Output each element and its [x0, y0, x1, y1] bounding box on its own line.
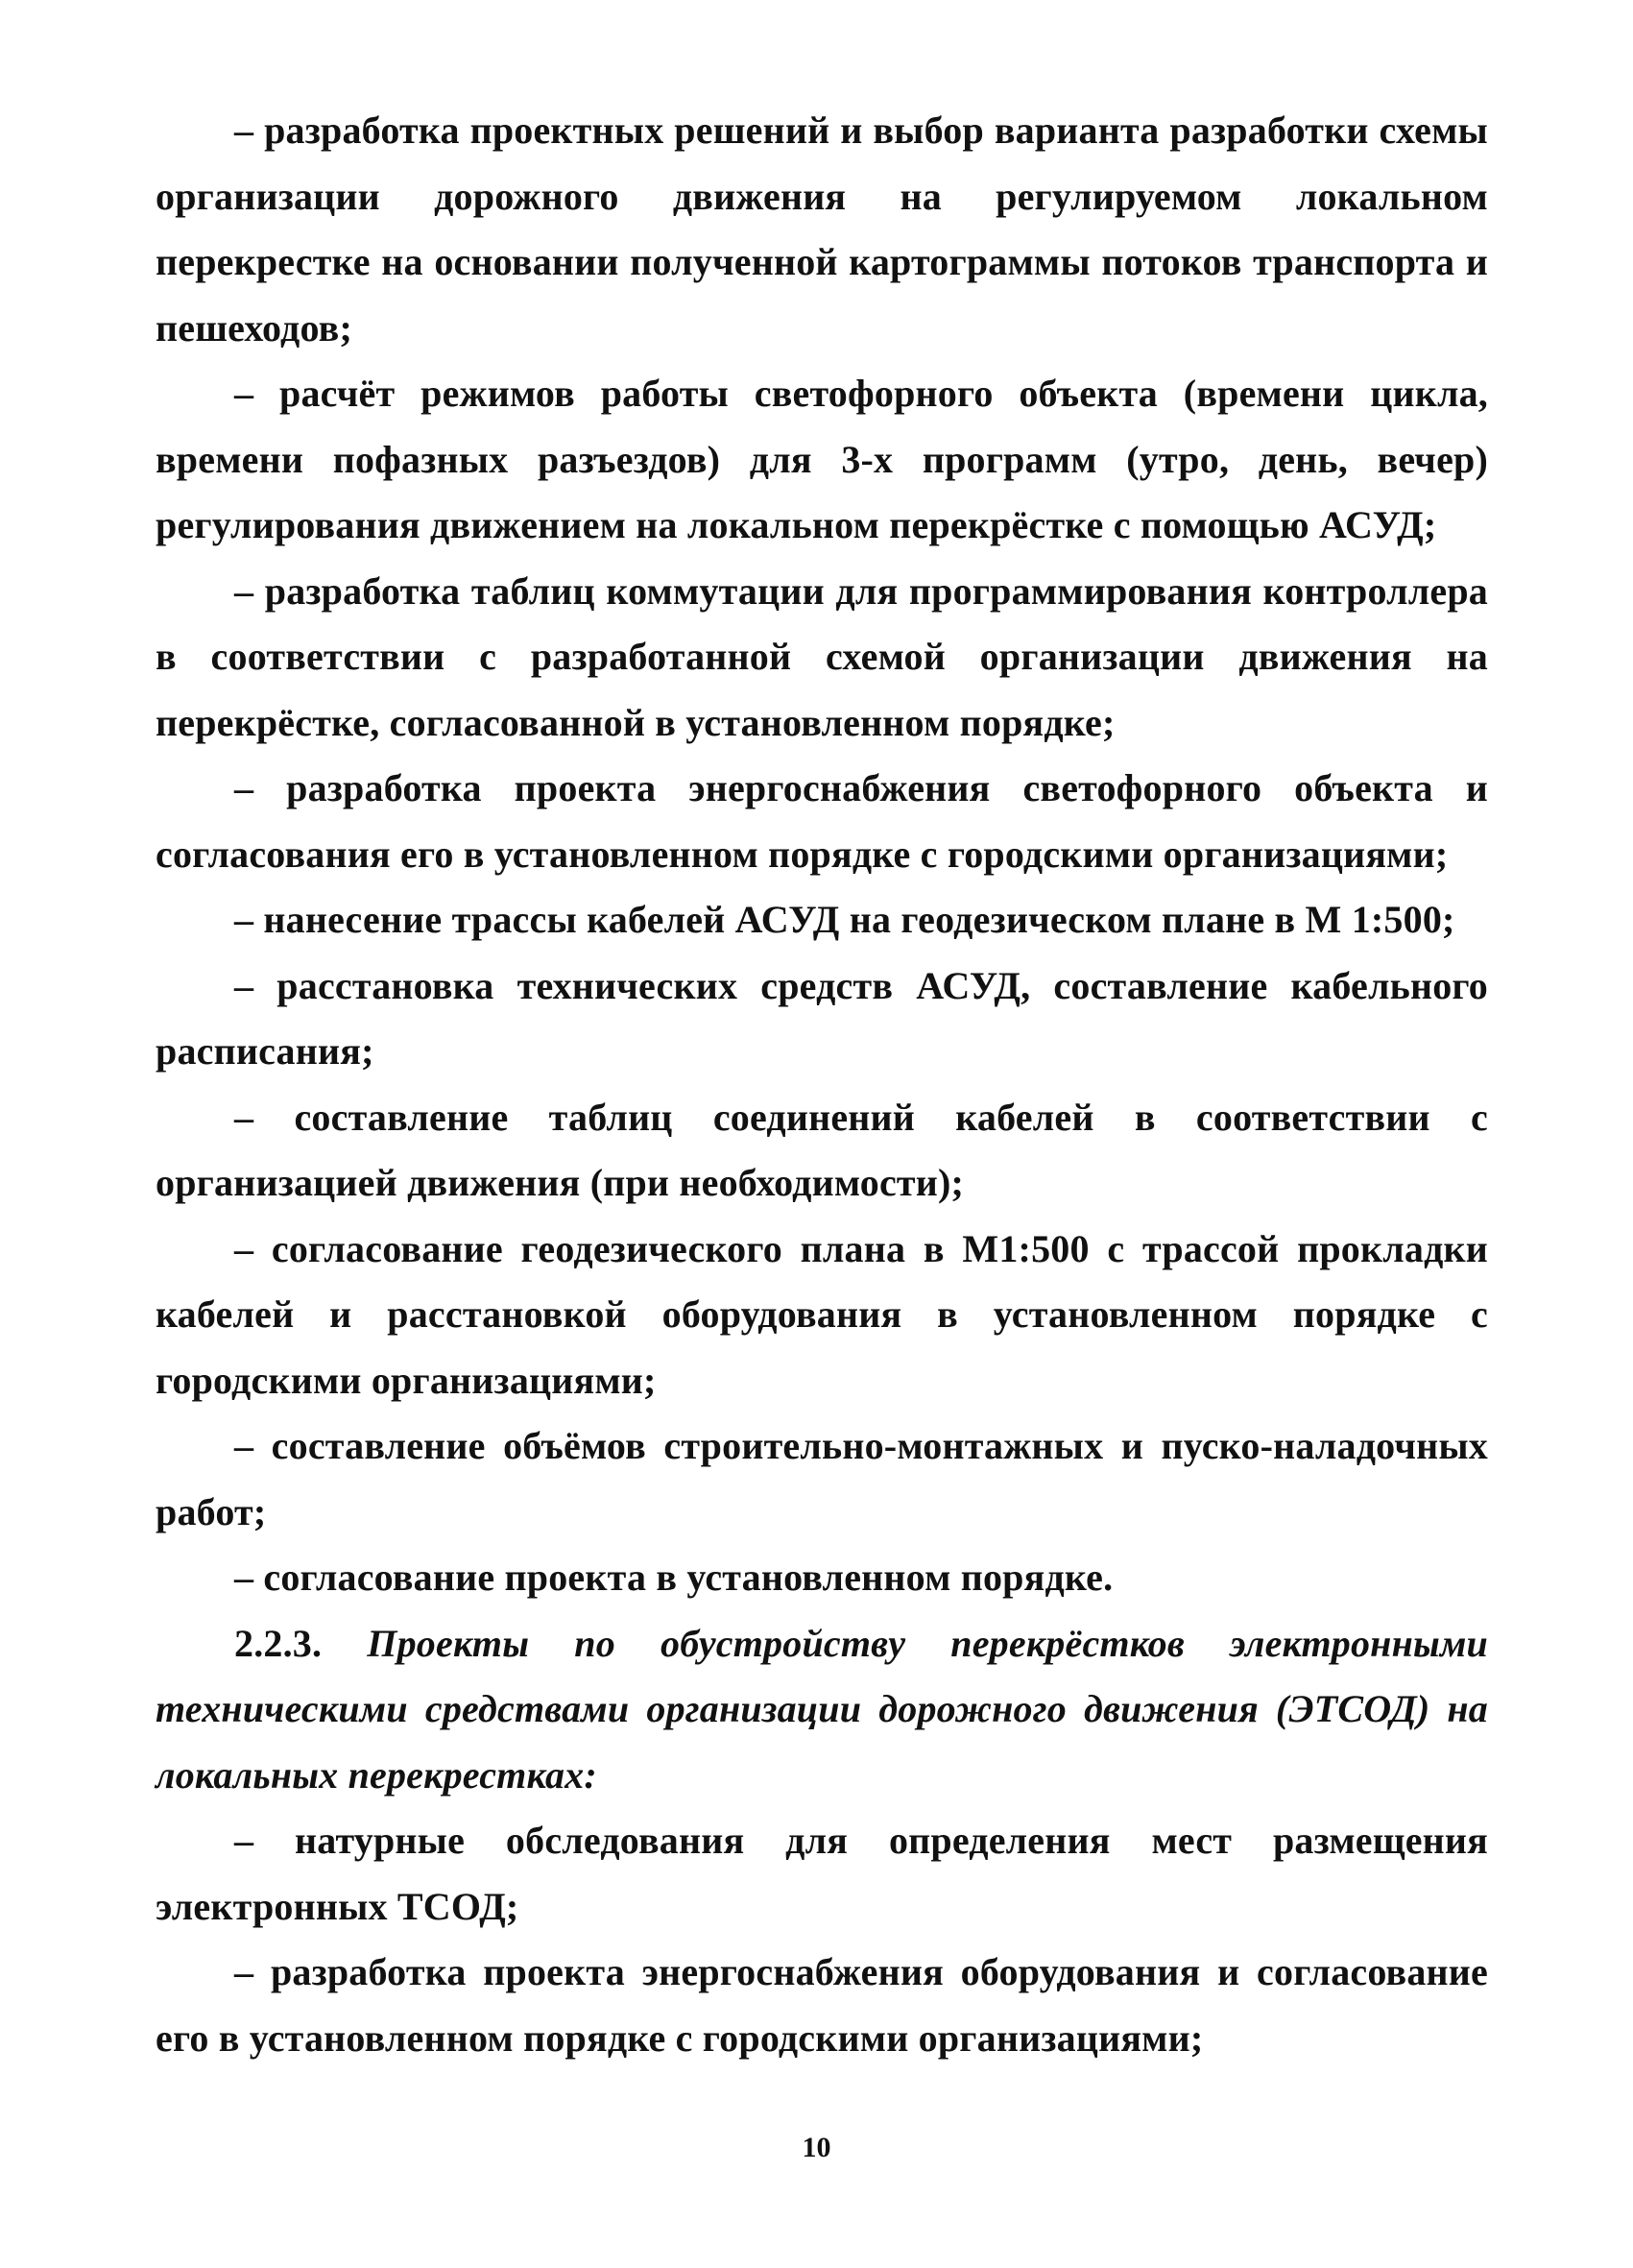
list-item: – составление объёмов строительно-монтажных и пуско-наладочных работ; [156, 1424, 1488, 1533]
list-item: – расчёт режимов работы светофорного объекта (времени цикла, времени пофазных разъездов) для 3-х программ (утро, день, вечер) регулирования движением на локальном перекрёстке с помощью АСУД; [156, 372, 1488, 546]
list-item: – расстановка технических средств АСУД, составление кабельного расписания; [156, 963, 1488, 1073]
list-item: – нанесение трассы кабелей АСУД на геодезическом плане в М 1:500; [234, 898, 1455, 941]
section-heading [156, 1611, 1488, 1809]
list-item: – разработка проектных решений и выбор варианта разработки схемы организации дорожного движения на регулируемом локальном перекрестке на основании полученной картограммы потоков транспорта и пешеходов; [156, 109, 1488, 350]
list-item: – разработка таблиц коммутации для программирования контроллера в соответствии с разработанной схемой организации движения на перекрёстке, согласованной в установленном порядке; [156, 568, 1488, 744]
list-item: – согласование геодезического плана в М1:500 с трассой прокладки кабелей и расстановкой оборудования в установленном порядке с городскими организациями; [156, 1226, 1488, 1402]
list-item: – согласование проекта в установленном порядке. [234, 1556, 1114, 1599]
list-item: – разработка проекта энергоснабжения светофорного объекта и согласования его в установленном порядке с городскими организациями; [156, 766, 1488, 876]
document-body [156, 98, 1488, 2071]
section-title: Проекты по обустройству перекрёстков электронными техническими средствами организации дорожного движения (ЭТСОД) на локальных перекрестках: [156, 1621, 1488, 1797]
page-number: 10 [802, 2132, 831, 2163]
section-number: 2.2.3. [234, 1621, 323, 1665]
list-item: – составление таблиц соединений кабелей в соответствии с организацией движения (при необходимости); [156, 1095, 1488, 1204]
list-item: – натурные обследования для определения мест размещения электронных ТСОД; [156, 1819, 1488, 1928]
list-item: – разработка проекта энергоснабжения оборудования и согласование его в установленном порядке с городскими организациями; [156, 1950, 1488, 2060]
